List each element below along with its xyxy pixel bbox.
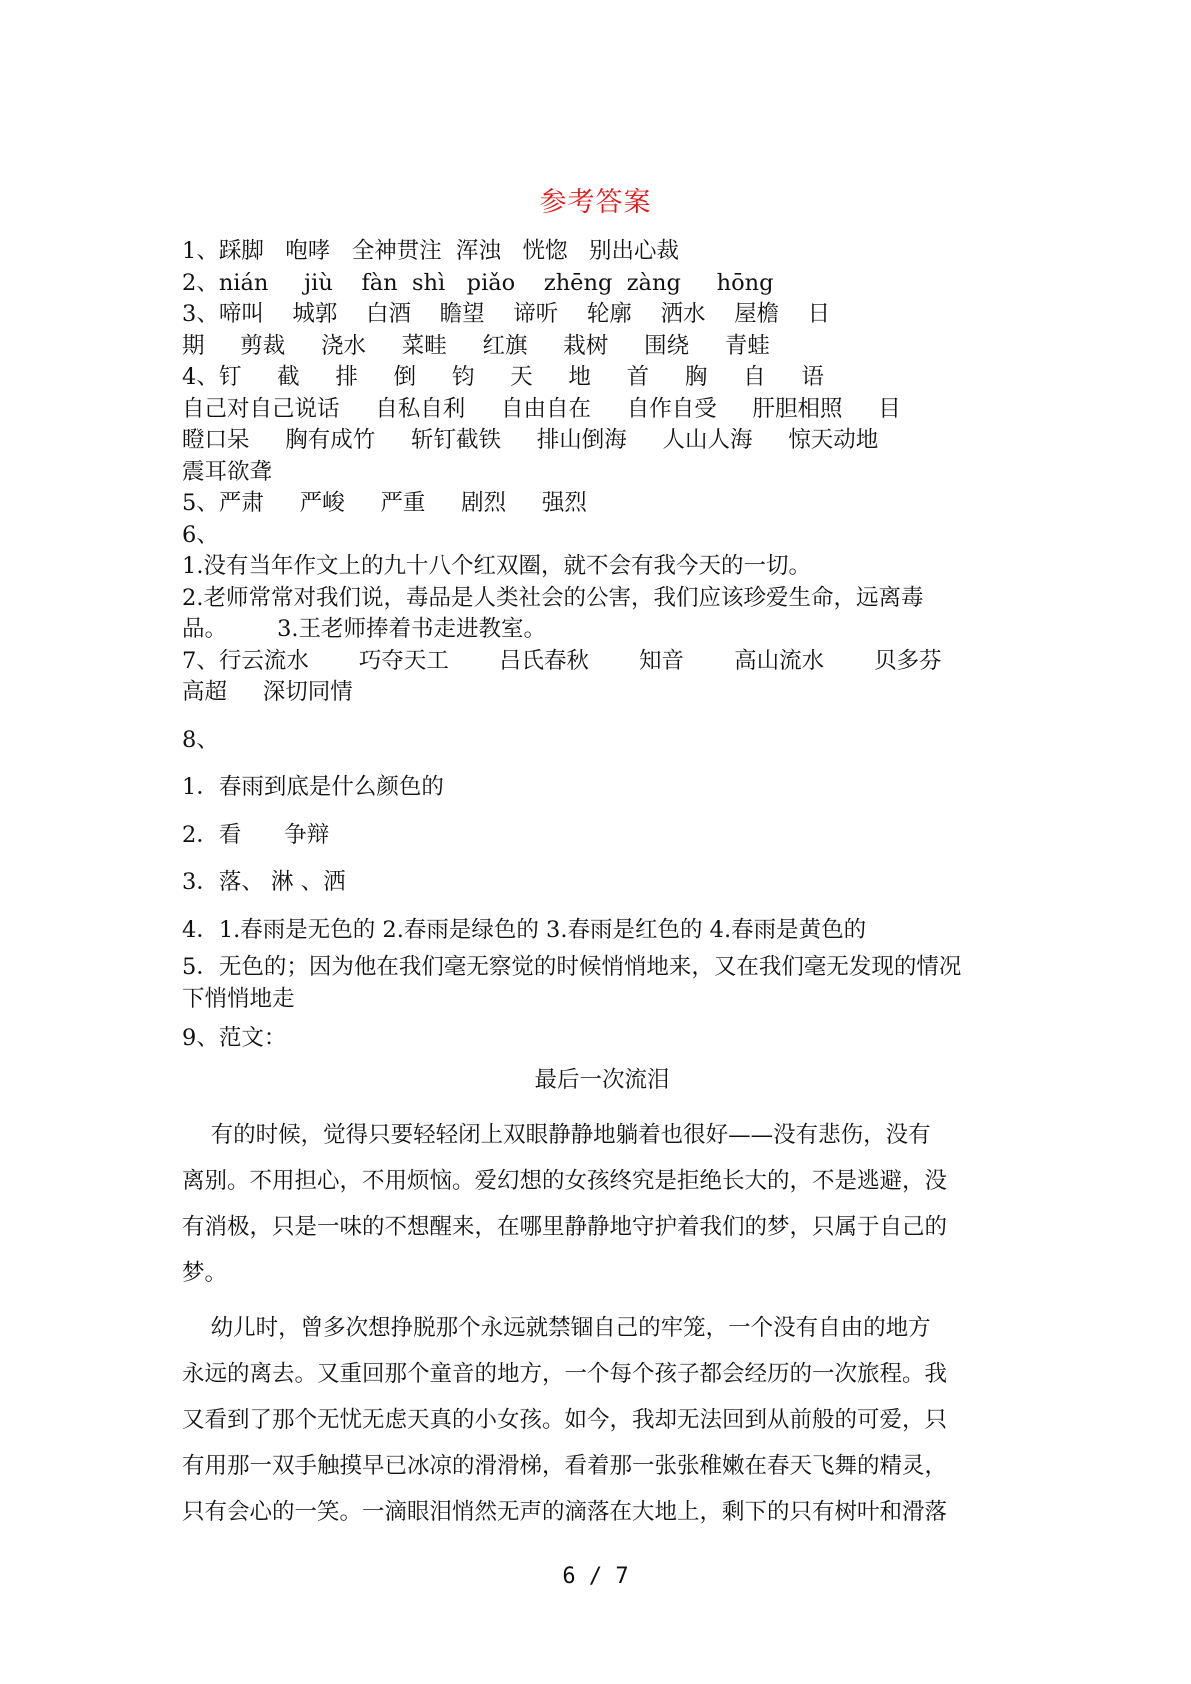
essay-line: 梦。 (182, 1260, 228, 1286)
answer-9-heading: 9、范文： (182, 1025, 287, 1051)
answer-3-line-1: 3、啼叫 城郭 白酒 瞻望 谛听 轮廓 洒水 屋檐 日 (182, 301, 831, 327)
answer-6-item-2-line-1: 2.老师常常对我们说，毒品是人类社会的公害，我们应该珍爱生命，远离毒 (182, 584, 924, 611)
answer-1: 1、踩脚 咆哮 全神贯注 浑浊 恍惚 别出心裁 (182, 238, 679, 264)
answer-3-line-2: 期 剪裁 浇水 菜畦 红旗 栽树 围绕 青蛙 (182, 332, 770, 359)
essay-line: 有消极，只是一味的不想醒来，在哪里静静地守护着我们的梦，只属于自己的 (182, 1214, 948, 1240)
answer-list (182, 236, 1022, 1055)
answer-7-line-2: 高超 深切同情 (182, 679, 353, 705)
essay-paragraph-1 (182, 1112, 1022, 1296)
page-number: 6 / 7 (562, 1564, 629, 1589)
essay-line: 离别。不用担心，不用烦恼。爱幻想的女孩终究是拒绝长大的，不是逃避，没 (182, 1168, 948, 1194)
answer-6-item-1: 1.没有当年作文上的九十八个红双圈，就不会有我今天的一切。 (182, 553, 811, 579)
answer-8-heading: 8、 (182, 726, 219, 753)
answer-8-item-2: 2．看 争辩 (182, 821, 330, 848)
answer-4-line-2: 自己对自己说话 自私自利 自由自在 自作自受 肝胆相照 目 (182, 395, 901, 422)
essay-line: 只有会心的一笑。一滴眼泪悄然无声的滴落在大地上，剩下的只有树叶和滑落 (182, 1499, 948, 1525)
page-title: 参考答案 (539, 187, 652, 218)
essay-line: 永远的离去。又重回那个童音的地方，一个每个孩子都会经历的一次旅程。我 (182, 1361, 948, 1387)
essay-paragraph-2 (182, 1305, 1022, 1535)
answer-6-item-2-line-2: 品。 3.王老师捧着书走进教室。 (182, 616, 547, 642)
answer-8-item-1: 1．春雨到底是什么颜色的 (182, 774, 444, 800)
answer-8-item-5-line-1: 5．无色的；因为他在我们毫无察觉的时候悄悄地来，又在我们毫无发现的情况 (182, 954, 962, 980)
answer-8-item-4: 4．1.春雨是无色的 2.春雨是绿色的 3.春雨是红色的 4.春雨是黄色的 (182, 916, 867, 943)
answer-6-heading: 6、 (182, 521, 219, 548)
model-essay (182, 1060, 1022, 1535)
answer-7-line-1: 7、行云流水 巧夺天工 吕氏春秋 知音 高山流水 贝多芬 (182, 647, 942, 674)
essay-line: 幼儿时，曾多次想挣脱那个永远就禁锢自己的牢笼，一个没有自由的地方 (182, 1315, 931, 1341)
essay-line: 有用那一双手触摸早已冰凉的滑滑梯，看着那一张张稚嫩在春天飞舞的精灵， (182, 1453, 948, 1479)
answer-5: 5、严肃 严峻 严重 剧烈 强烈 (182, 490, 587, 516)
essay-line: 有的时候，觉得只要轻轻闭上双眼静静地躺着也很好——没有悲伤，没有 (182, 1122, 931, 1148)
essay-title: 最后一次流泪 (534, 1067, 670, 1093)
answer-8-item-5-line-2: 下悄悄地走 (182, 985, 295, 1012)
answer-4-line-3: 瞪口呆 胸有成竹 斩钉截铁 排山倒海 人山人海 惊天动地 (182, 427, 879, 453)
answer-4-line-4: 震耳欲聋 (182, 458, 273, 485)
answer-4-line-1: 4、钉 截 排 倒 钧 天 地 首 胸 自 语 (182, 364, 824, 390)
answer-2: 2、nián jiù fàn shì piǎo zhēng zàng hōng (182, 269, 774, 296)
essay-line: 又看到了那个无忧无虑天真的小女孩。如今，我却无法回到从前般的可爱，只 (182, 1407, 948, 1433)
answer-8-item-3: 3．落、 淋 、洒 (182, 869, 346, 895)
